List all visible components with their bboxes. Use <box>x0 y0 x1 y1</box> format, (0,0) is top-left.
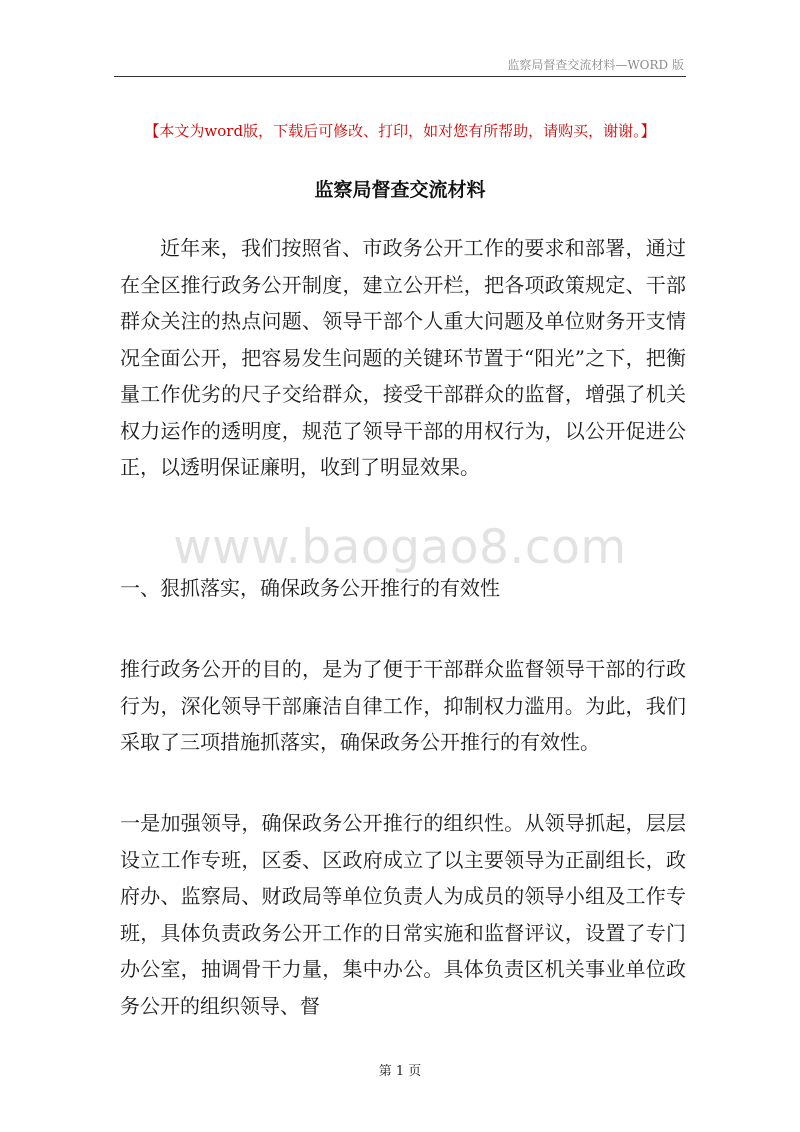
purchase-notice: 【本文为word版，下载后可修改、打印，如对您有所帮助，请购买，谢谢。】 <box>144 122 656 140</box>
section-heading: 一、狠抓落实，确保政务公开推行的有效性 <box>120 576 500 600</box>
running-header: 监察局督查交流材料—WORD 版 <box>507 58 684 72</box>
paragraph-purpose: 推行政务公开的目的，是为了便于干部群众监督领导干部的行政行为，深化领导干部廉洁自律工作，抑制权力滥用。为此，我们采取了三项措施抓落实，确保政务公开推行的有效性。 <box>120 657 686 754</box>
paragraph-intro: 近年来，我们按照省、市政务公开工作的要求和部署，通过在全区推行政务公开制度，建立公开栏，把各项政策规定、干部群众关注的热点问题、领导干部个人重大问题及单位财务开支情况全面公开，把容易发生问题的关键环节置于“阳光”之下，把衡量工作优劣的尺子交给群众，接受干部群众的监督，增强了机关权力运作的透明度，规范了领导干部的用权行为，以公开促进公正，以透明保证廉明，收到了明显效果。 <box>120 236 686 479</box>
page-number: 第 1 页 <box>378 1064 422 1079</box>
site-watermark: www.baogao8.com <box>173 520 627 575</box>
document-title: 监察局督查交流材料 <box>314 179 486 201</box>
header-divider <box>114 76 686 77</box>
paragraph-leadership: 一是加强领导，确保政务公开推行的组织性。从领导抓起，层层设立工作专班，区委、区政府成立了以主要领导为正副组长，政府办、监察局、财政局等单位负责人为成员的领导小组及工作专班，具体负责政务公开工作的日常实施和监督评议，设置了专门办公室，抽调骨干力量，集中办公。具体负责区机关事业单位政务公开的组织领导、督 <box>120 811 686 1018</box>
